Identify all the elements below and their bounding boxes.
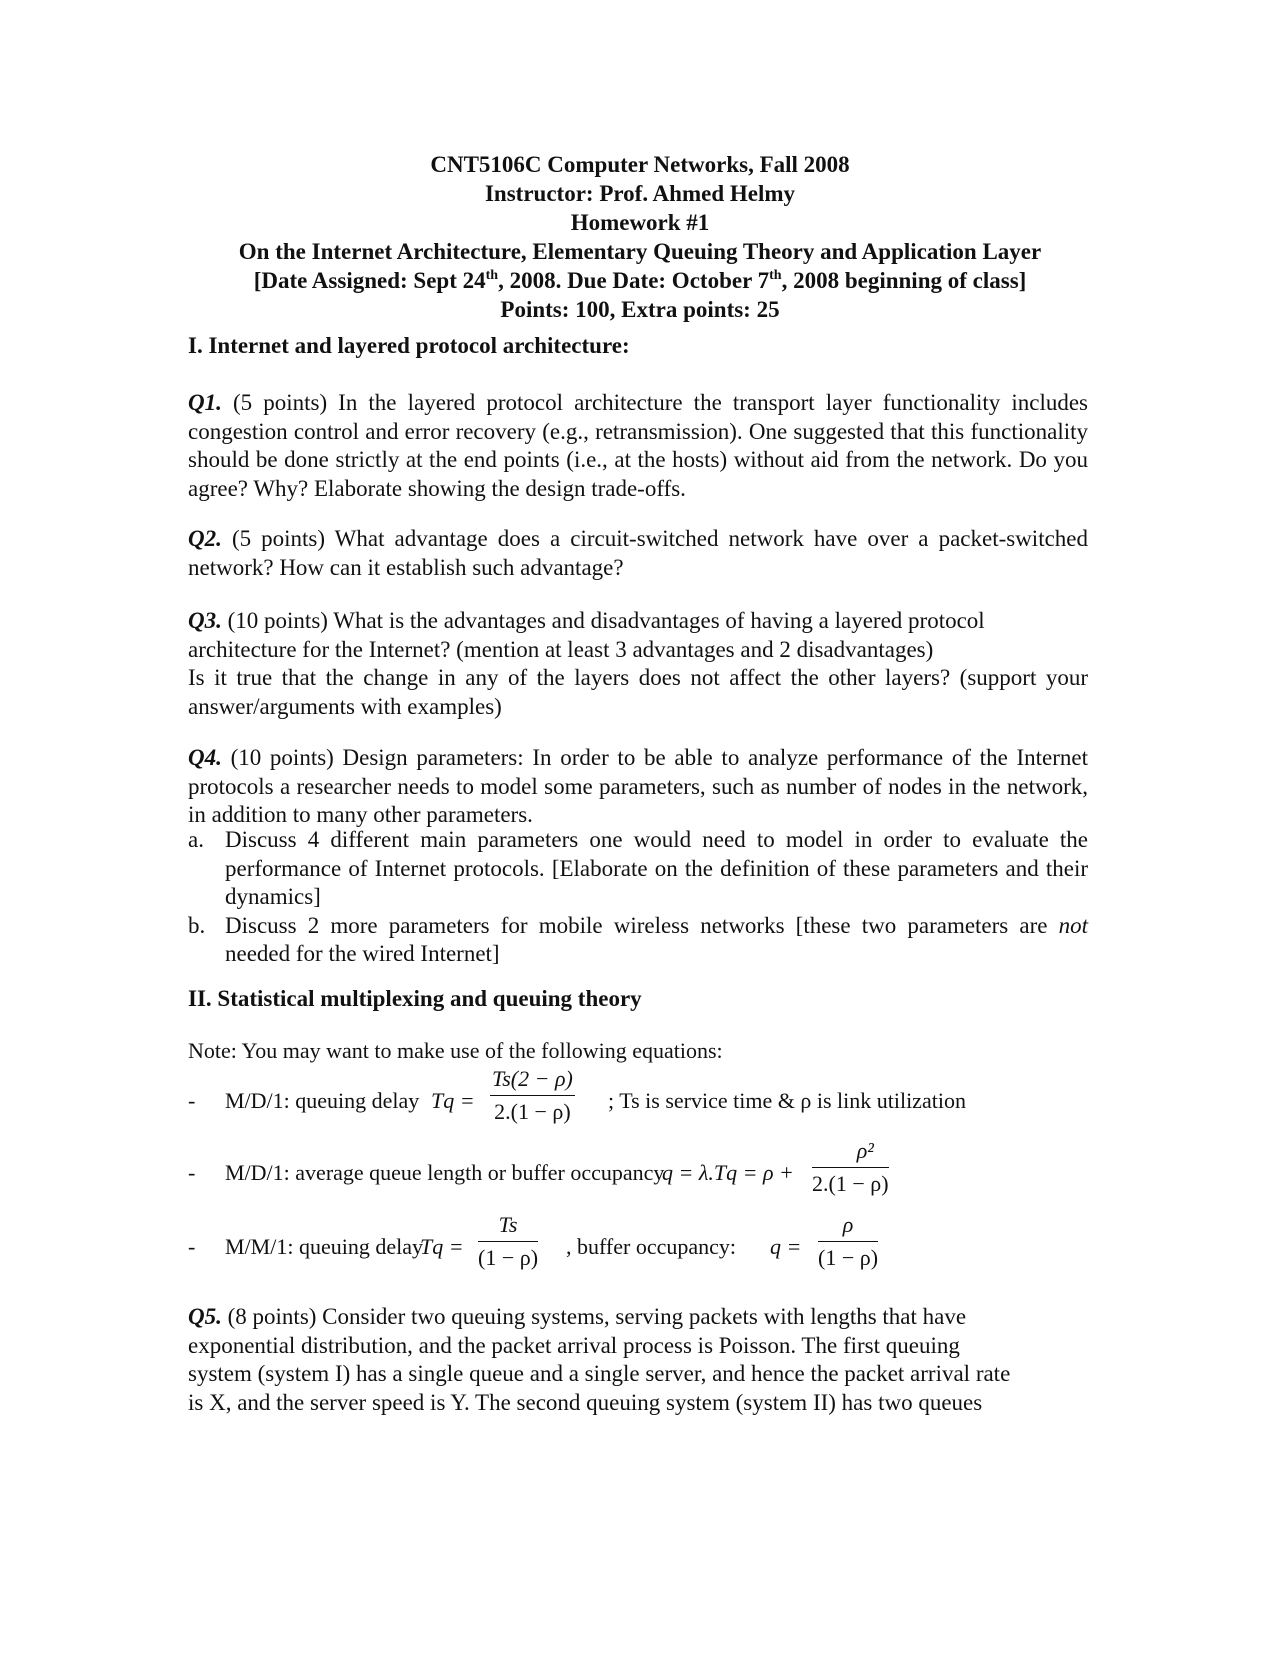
fraction-numerator: ρ²	[812, 1138, 889, 1168]
equation-fraction	[818, 1212, 878, 1271]
list-item-text: Discuss 4 different main parameters one would need to model in order to evaluate the performance of Internet protocols. [Elaborate on the definition of these parameters and their dynamics]	[225, 827, 1088, 910]
ordinal-suffix: th	[485, 268, 499, 283]
equation-lhs: Tq =	[420, 1234, 464, 1259]
question-text-line: (8 points) Consider two queuing systems, serving packets with lengths that have	[227, 1304, 967, 1329]
question-text: (10 points) Design parameters: In order to be able to analyze performance of the Internet protocols a researcher needs to model some parameters, such as number of nodes in the network, in addition to many other parameters.	[188, 745, 1088, 828]
equation-note: ; Ts is service time & ρ is link utilization	[608, 1088, 966, 1113]
date-assigned-text: [Date Assigned: Sept 24	[253, 268, 486, 293]
question-text: (5 points) In the layered protocol architecture the transport layer functionality includes congestion control and error recovery (e.g., retransmission). One suggested that this functionality should be done strictly at the end points (i.e., at the hosts) without aid from the network. Do you agree? Why? Elaborate showing the design trade-offs.	[188, 390, 1089, 501]
equation-mid-text: , buffer occupancy:	[566, 1234, 737, 1259]
equation-lhs: q = λ.Tq = ρ +	[662, 1160, 794, 1185]
due-date-tail: , 2008 beginning of class]	[781, 268, 1027, 293]
question-label: Q2.	[188, 526, 222, 551]
bullet-dash: -	[188, 1160, 196, 1185]
equation-md1-queue-length	[188, 1138, 1088, 1208]
question-text-2: Is it true that the change in any of the layers does not affect the other layers? (support your answer/arguments with examples)	[188, 665, 1088, 719]
list-item	[188, 826, 1088, 912]
equation-fraction	[812, 1138, 889, 1197]
fraction-denominator: 2.(1 − ρ)	[494, 1099, 571, 1124]
equation-fraction	[490, 1066, 575, 1125]
question-3	[188, 607, 1088, 721]
question-text: (10 points) What is the advantages and disadvantages of having a layered protocol architecture for the Internet? (mention at least 3 advantages and 2 disadvantages)	[188, 608, 985, 662]
homework-topic: On the Internet Architecture, Elementary Queuing Theory and Application Layer	[238, 239, 1042, 264]
question-1	[188, 389, 1088, 503]
equation-lhs: Tq =	[431, 1088, 475, 1113]
list-marker: a.	[188, 827, 204, 852]
question-label: Q4.	[188, 745, 222, 770]
question-text-line: is X, and the server speed is Y. The second queuing system (system II) has two queues	[188, 1389, 983, 1415]
list-marker: b.	[188, 912, 206, 938]
question-5	[188, 1303, 1088, 1417]
question-text-line: system (system I) has a single queue and a single server, and hence the packet arrival rate	[188, 1361, 1011, 1387]
course-title: CNT5106C Computer Networks, Fall 2008	[430, 152, 850, 177]
question-label: Q5.	[188, 1304, 222, 1329]
fraction-denominator: (1 − ρ)	[818, 1245, 879, 1270]
bullet-dash: -	[188, 1234, 196, 1259]
homework-number: Homework #1	[570, 210, 710, 235]
instructor-line: Instructor: Prof. Ahmed Helmy	[484, 181, 796, 206]
date-line	[0, 266, 1280, 295]
points-line: Points: 100, Extra points: 25	[500, 297, 780, 322]
question-4-subitems	[188, 826, 1088, 969]
equation-mm1	[188, 1212, 1088, 1282]
fraction-denominator: (1 − ρ)	[478, 1245, 539, 1270]
ordinal-suffix: th	[769, 268, 782, 283]
question-text-line: exponential distribution, and the packet arrival process is Poisson. The first queuing	[188, 1332, 960, 1358]
equation-label: M/M/1: queuing delay	[225, 1234, 423, 1259]
question-text: (5 points) What advantage does a circuit-switched network have over a packet-switched network? How can it establish such advantage?	[188, 526, 1089, 580]
question-4	[188, 744, 1088, 830]
section-1-title: I. Internet and layered protocol architecture:	[188, 333, 630, 358]
list-item	[188, 912, 1088, 969]
bullet-dash: -	[188, 1088, 196, 1113]
equation-lhs: q =	[770, 1234, 802, 1259]
fraction-numerator: Ts	[478, 1212, 538, 1242]
equations-note: Note: You may want to make use of the following equations:	[188, 1038, 723, 1063]
emphasis-text: not	[1058, 912, 1088, 938]
equation-md1-delay	[188, 1066, 1088, 1136]
question-label: Q3.	[188, 608, 222, 633]
fraction-numerator: ρ	[818, 1212, 878, 1242]
equation-label: M/D/1: average queue length or buffer occupancy	[225, 1160, 665, 1185]
list-item-text-tail: needed for the wired Internet]	[225, 941, 500, 967]
document-header	[0, 150, 1280, 324]
equation-fraction	[478, 1212, 538, 1271]
question-label: Q1.	[188, 390, 222, 415]
due-date-text: , 2008. Due Date: October 7	[498, 268, 770, 293]
question-2	[188, 525, 1088, 582]
equation-label: M/D/1: queuing delay	[225, 1088, 420, 1113]
list-item-text: Discuss 2 more parameters for mobile wireless networks [these two parameters are	[225, 912, 1059, 938]
fraction-denominator: 2.(1 − ρ)	[812, 1171, 889, 1196]
section-2-title: II. Statistical multiplexing and queuing theory	[188, 986, 642, 1011]
fraction-numerator: Ts(2 − ρ)	[490, 1066, 575, 1096]
